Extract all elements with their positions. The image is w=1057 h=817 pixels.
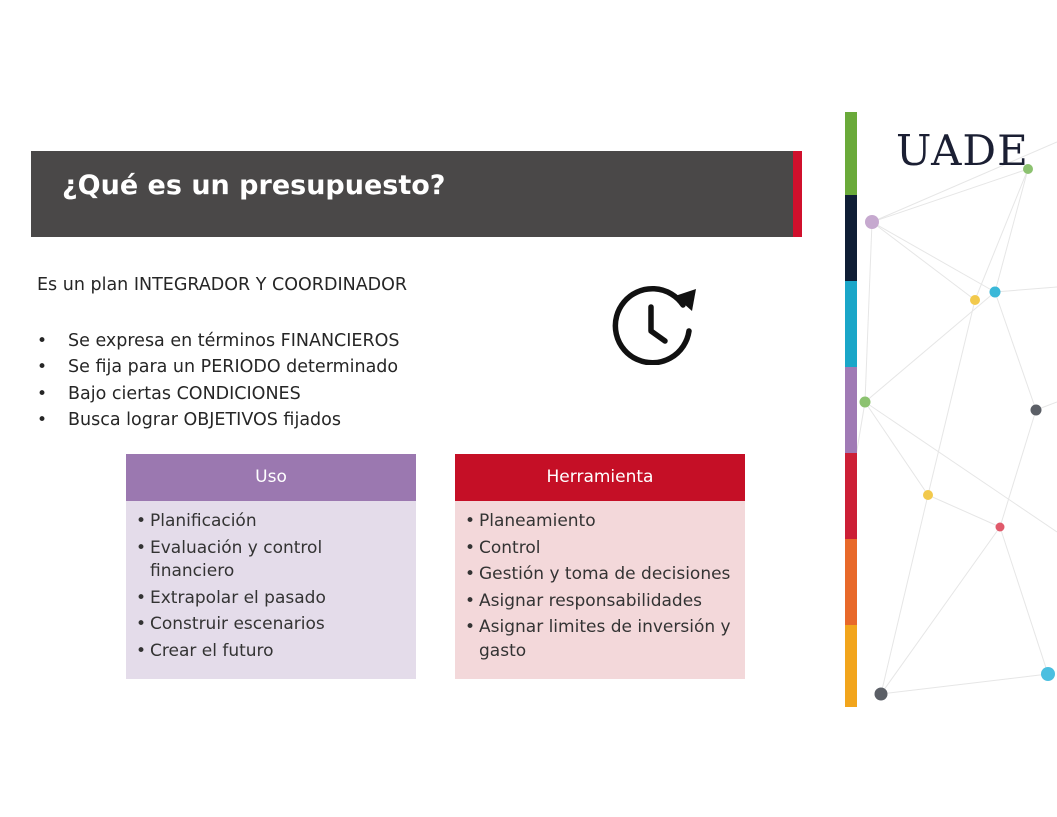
bullet-text: Se expresa en términos FINANCIEROS [68, 331, 400, 351]
color-stripe-green [845, 112, 857, 195]
list-item-text: Gestión y toma de decisiones [479, 564, 731, 584]
bullet-dot: • [37, 331, 48, 351]
bullet-item [37, 328, 400, 354]
list-item [465, 590, 737, 614]
bullet-dot: • [136, 537, 147, 558]
color-stripe-orange [845, 539, 857, 625]
bullet-dot: • [136, 587, 147, 608]
card-header: Herramienta [455, 454, 745, 501]
uade-logo: UADE [896, 126, 1029, 175]
bullet-dot: • [465, 511, 476, 531]
title-accent [793, 151, 802, 237]
bullet-dot: • [136, 640, 147, 661]
list-item [465, 616, 737, 663]
bullet-list [37, 328, 400, 433]
list-item [465, 510, 737, 534]
list-item [136, 537, 408, 584]
list-item-text: Crear el futuro [150, 640, 274, 661]
clock-refresh-icon [612, 283, 698, 365]
card-list [455, 501, 745, 663]
list-item [136, 510, 408, 534]
bullet-dot: • [37, 409, 48, 430]
list-item-text: Control [479, 537, 541, 558]
list-item-text: Planificación [150, 511, 257, 531]
color-stripe-cyan [845, 281, 857, 367]
bullet-dot: • [37, 383, 48, 404]
bullet-dot: • [465, 590, 476, 611]
card-herramienta [455, 454, 745, 679]
color-stripe-red [845, 453, 857, 539]
list-item-text: Evaluación y control financiero [150, 537, 323, 581]
card-header: Uso [126, 454, 416, 501]
list-item [465, 563, 737, 587]
color-stripe-purple [845, 367, 857, 453]
bullet-dot: • [136, 511, 147, 531]
network-decoration [845, 112, 1057, 707]
bullet-text: Se fija para un PERIODO determinado [68, 357, 399, 378]
bullet-text: Busca lograr OBJETIVOS fijados [68, 409, 341, 430]
intro-text: Es un plan INTEGRADOR Y COORDINADOR [37, 275, 408, 295]
slide-title: ¿Qué es un presupuesto? [62, 170, 446, 201]
card-uso [126, 454, 416, 679]
list-item-text: Planeamiento [479, 511, 596, 531]
bullet-dot: • [465, 537, 476, 558]
color-stripe-navy [845, 195, 857, 281]
list-item [136, 613, 408, 637]
list-item-text: Asignar responsabilidades [479, 590, 703, 611]
list-item-text: Asignar limites de inversión y gasto [479, 617, 731, 661]
color-stripe-yellow [845, 625, 857, 707]
bullet-dot: • [465, 564, 476, 584]
list-item-text: Extrapolar el pasado [150, 587, 326, 608]
card-list [126, 501, 416, 663]
list-item [465, 537, 737, 561]
bullet-dot: • [465, 617, 476, 637]
list-item [136, 587, 408, 611]
bullet-text: Bajo ciertas CONDICIONES [68, 383, 301, 404]
bullet-item [37, 354, 400, 380]
bullet-dot: • [37, 357, 48, 378]
bullet-item [37, 381, 400, 407]
bullet-dot: • [136, 614, 147, 634]
list-item [136, 640, 408, 664]
bullet-item [37, 407, 400, 433]
list-item-text: Construir escenarios [150, 614, 325, 634]
